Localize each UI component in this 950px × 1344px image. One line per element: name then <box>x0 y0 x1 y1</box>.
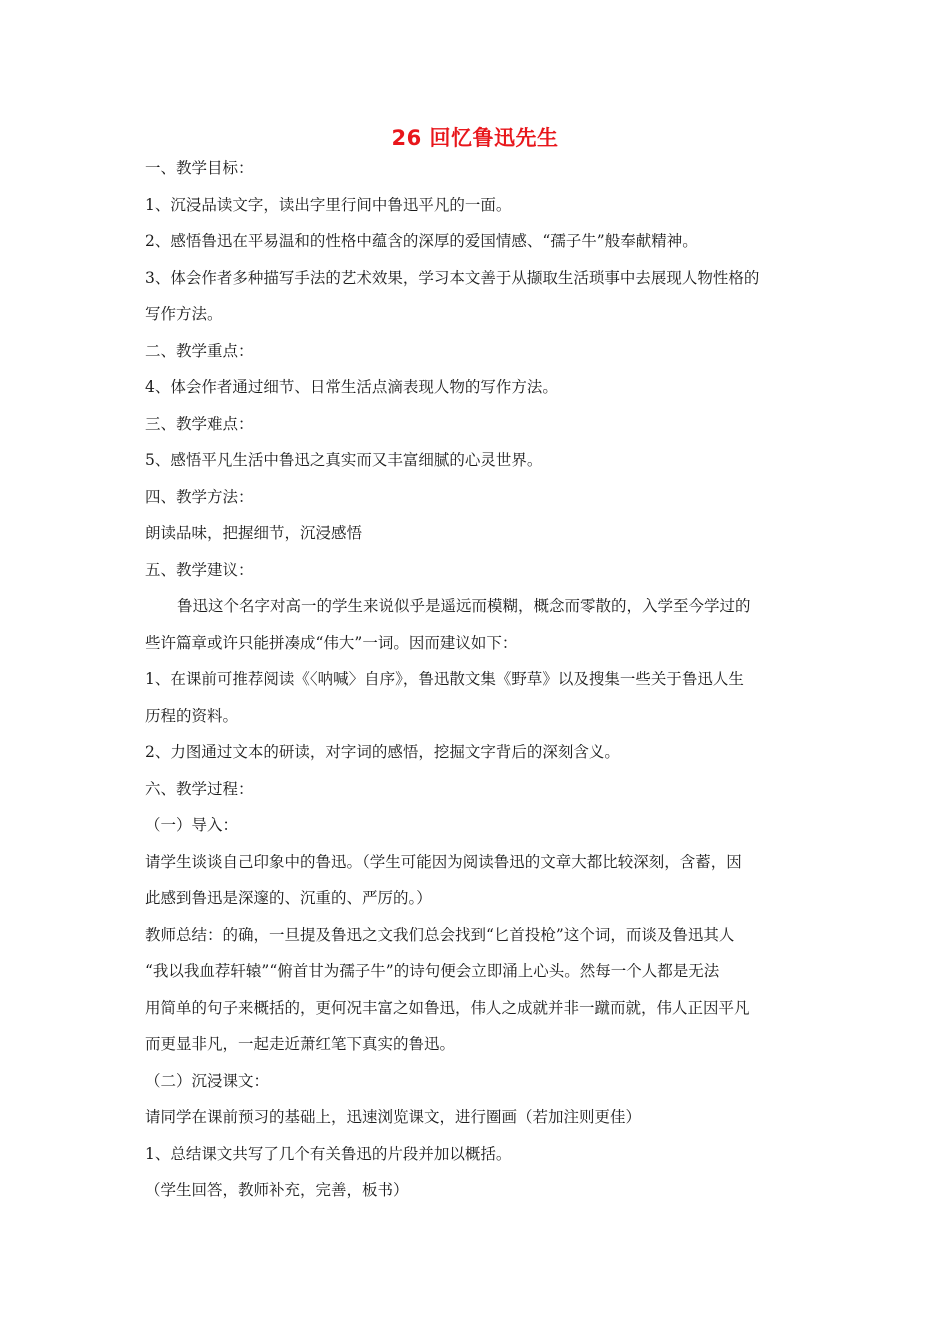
section-heading-difficulties: 三、教学难点： <box>145 414 254 433</box>
section-heading-key-points: 二、教学重点： <box>145 341 254 360</box>
document-body <box>145 150 810 1209</box>
document-title: 26 回忆鲁迅先生 <box>391 126 559 150</box>
intro-text-line-2: 此感到鲁迅是深邃的、沉重的、严厉的。） <box>145 889 432 907</box>
suggestion-paragraph-line-2: 些许篇章或许只能拼凑成“伟大”一词。因而建议如下： <box>145 633 518 652</box>
objective-item-3-line-1: 3、体会作者多种描写手法的艺术效果，学习本文善于从撷取生活琐事中去展现人物性格的 <box>145 268 760 287</box>
suggestion-item-1-line-1: 1、在课前可推荐阅读《〈呐喊〉自序》，鲁迅散文集《野草》以及搜集一些关于鲁迅人生 <box>145 670 744 688</box>
reading-task-note: （学生回答，教师补充，完善，板书） <box>145 1181 409 1199</box>
suggestion-paragraph-line-1: 鲁迅这个名字对高一的学生来说似乎是遥远而模糊，概念而零散的，入学至今学过的 <box>177 597 751 615</box>
methods-text: 朗读品味，把握细节，沉浸感悟 <box>145 524 363 542</box>
section-heading-objectives: 一、教学目标： <box>145 159 254 177</box>
objective-item-1: 1、沉浸品读文字，读出字里行间中鲁迅平凡的一面。 <box>145 195 512 214</box>
key-point-item-4: 4、体会作者通过细节、日常生活点滴表现人物的写作方法。 <box>145 378 558 396</box>
teacher-summary-line-2: “我以我血荐轩辕”“俯首甘为孺子牛”的诗句便会立即涌上心头。然每一个人都是无法 <box>145 962 720 980</box>
section-heading-process: 六、教学过程： <box>145 779 254 798</box>
teacher-summary-line-4: 而更显非凡，一起走近萧红笔下真实的鲁迅。 <box>145 1035 456 1053</box>
suggestion-item-1-line-2: 历程的资料。 <box>145 706 239 725</box>
reading-task-1: 1、总结课文共写了几个有关鲁迅的片段并加以概括。 <box>145 1144 512 1163</box>
reading-instruction: 请同学在课前预习的基础上，迅速浏览课文，进行圈画（若加注则更佳） <box>145 1108 642 1126</box>
teacher-summary-line-1: 教师总结：的确，一旦提及鲁迅之文我们总会找到“匕首投枪”这个词，而谈及鲁迅其人 <box>145 925 735 944</box>
subsection-heading-reading: （二）沉浸课文： <box>145 1071 270 1090</box>
intro-text-line-1: 请学生谈谈自己印象中的鲁迅。（学生可能因为阅读鲁迅的文章大都比较深刻，含蓄，因 <box>145 852 742 871</box>
section-heading-suggestions: 五、教学建议： <box>145 560 254 579</box>
objective-item-2: 2、感悟鲁迅在平易温和的性格中蕴含的深厚的爱国情感、“孺子牛”般奉献精神。 <box>145 232 698 250</box>
suggestion-item-2: 2、力图通过文本的研读，对字词的感悟，挖掘文字背后的深刻含义。 <box>145 743 620 761</box>
objective-item-3-line-2: 写作方法。 <box>145 305 223 323</box>
section-heading-methods: 四、教学方法： <box>145 487 254 506</box>
difficulty-item-5: 5、感悟平凡生活中鲁迅之真实而又丰富细腻的心灵世界。 <box>145 451 543 469</box>
subsection-heading-intro: （一）导入： <box>145 816 239 834</box>
teacher-summary-line-3: 用简单的句子来概括的，更何况丰富之如鲁迅，伟人之成就并非一蹴而就，伟人正因平凡 <box>145 998 750 1017</box>
